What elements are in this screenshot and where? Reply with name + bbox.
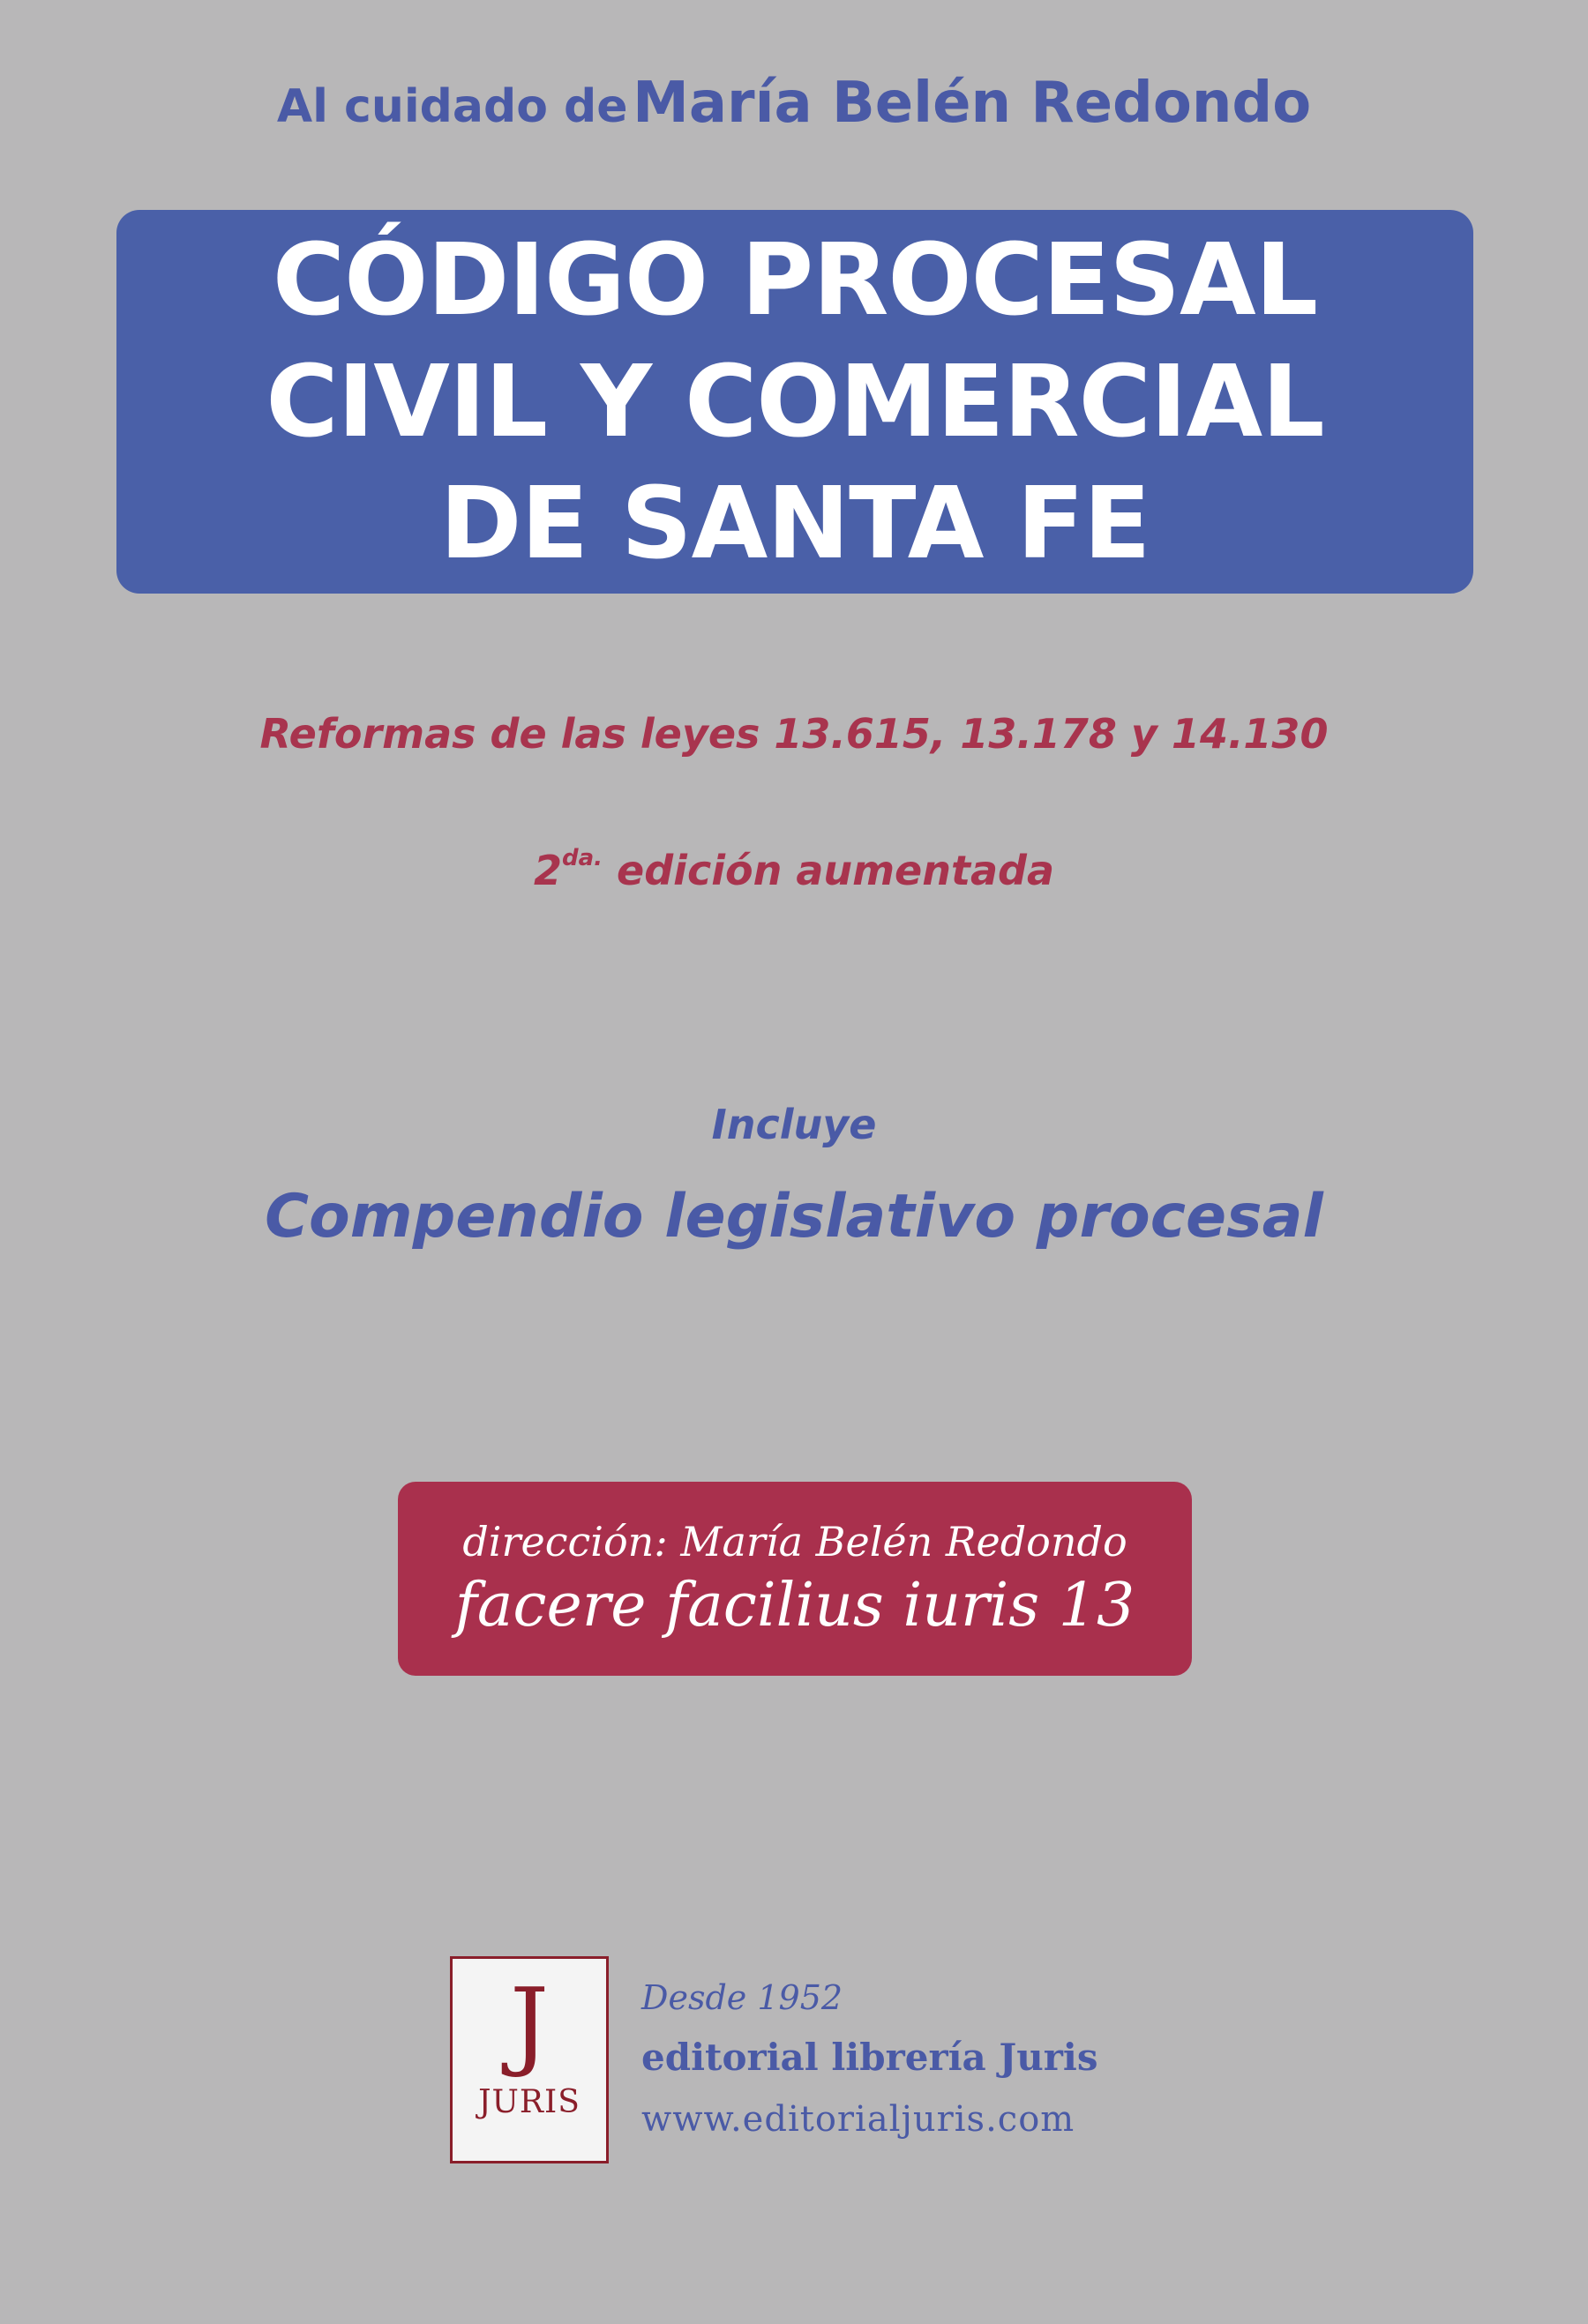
includes-title: Compendio legislativo procesal (265, 1182, 1323, 1252)
logo-letter: J (509, 1967, 550, 2080)
series-direction: dirección: María Belén Redondo (462, 1517, 1127, 1566)
edition-number: 2 (533, 847, 562, 894)
edition-text: edición aumentada (617, 847, 1055, 894)
publisher-logo (450, 1956, 609, 2163)
editor-credit (0, 71, 1588, 136)
logo-word: JURIS (478, 2084, 581, 2120)
title-line-2: CIVIL Y COMERCIAL (266, 344, 1324, 460)
publisher-name: editorial librería Juris (641, 2036, 1098, 2079)
publisher-since: Desde 1952 (641, 1978, 843, 2017)
series-name: facere facilius iuris 13 (454, 1570, 1135, 1640)
edition-label (0, 844, 1588, 894)
editor-prefix: Al cuidado de (276, 80, 628, 133)
title-line-3: DE SANTA FE (439, 466, 1150, 581)
includes-label: Incluye (711, 1101, 877, 1148)
title-banner (116, 210, 1473, 594)
title-line-1: CÓDIGO PROCESAL (272, 222, 1318, 338)
editor-name: María Belén Redondo (633, 71, 1312, 136)
series-banner (398, 1482, 1192, 1676)
reforms-subtitle: Reformas de las leyes 13.615, 13.178 y 14.130 (259, 710, 1329, 758)
publisher-website[interactable]: www.editorialjuris.com (641, 2099, 1075, 2140)
edition-superscript: da. (561, 844, 603, 871)
